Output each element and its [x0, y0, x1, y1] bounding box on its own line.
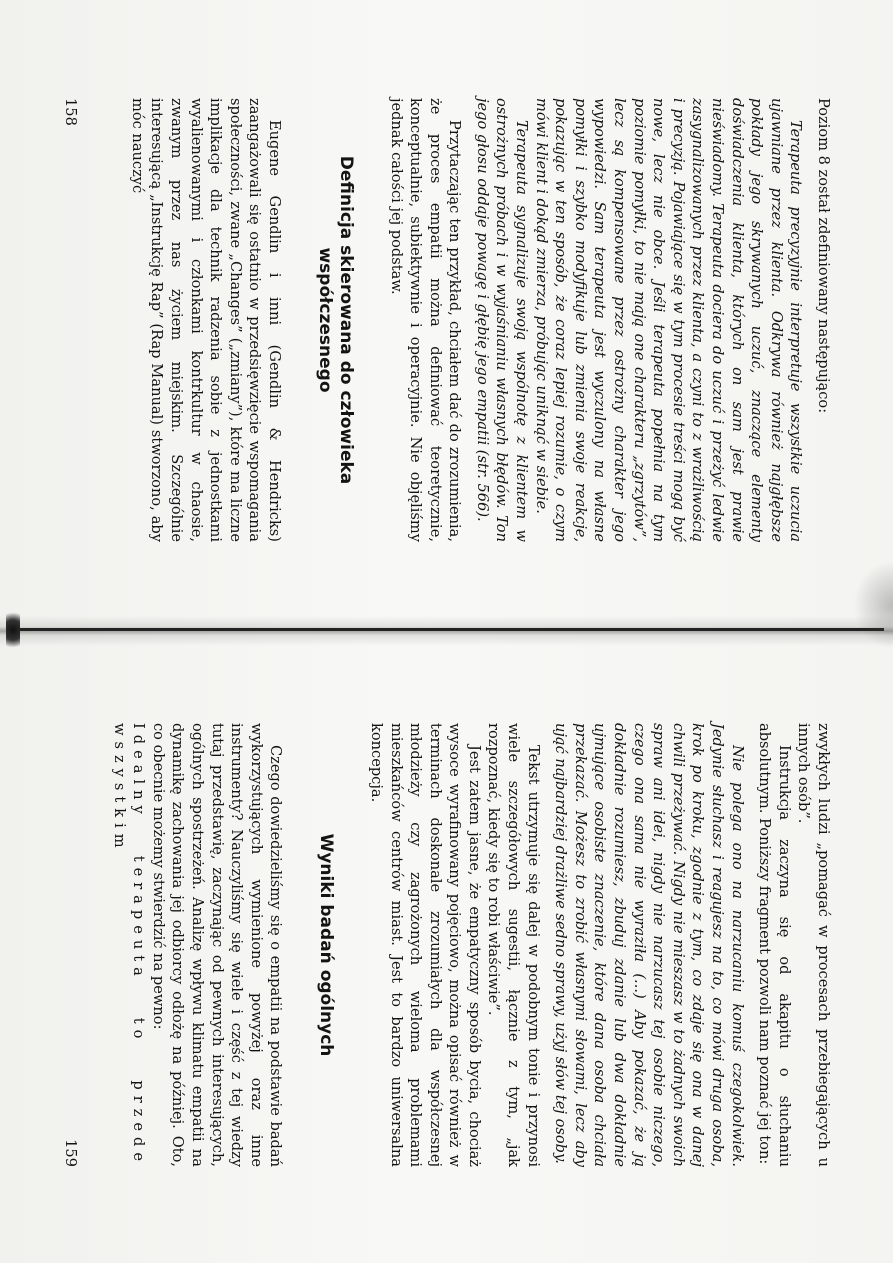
book-gutter: [0, 616, 893, 646]
page-number: 159: [61, 1139, 79, 1167]
quote-level8: Terapeuta precyzyjnie interpretuje wszystkie uczucia ujawniane przez klienta. Odkrywa również najgłębsze pokłady jego skrywanych uczuć, znaczące elementy doświadczenia klienta, których on sam jest prawie nieświadomy. Terapeuta dociera do uczuć i przeżyć ledwie zasygnalizowanych przez klienta, a czyni to z wrażliwością i precyzją. Pojawiające się w tym procesie treści mogą być nowe, lecz nie obce. Jeśli terapeuta popełnia na tym poziomie pomyłki, to nie mają one charakteru „zgrzytów”, lecz są kompensowane przez ostrożny charakter jego wypowiedzi. Sam terapeuta jest wyczulony na własne pomyłki i szybko modyfikuje lub zmienia swoje reakcje, pokazując w ten sposób, że coraz lepiej rozumie, o czym mówi klient i dokąd zmierza, próbując uniknąć w siebie.: [532, 98, 805, 542]
page-158: [0, 40, 893, 600]
section-heading: Definicja skierowana do człowieka współczesnego: [314, 155, 356, 485]
paragraph: Czego dowiedzieliśmy się o empatii na podstawie badań wykorzystujących wymienione powyżej oraz inne instrumenty? Nauczyliśmy się wiele i część z tej wiedzy tutaj przedstawię, zaczynając od pewnych interesujących, ogólnych spostrzeżeń. Analizę wpływu klimatu empatii na dynamikę zachowania jej odbiorcy odłożę na później. Oto, co obecnie możemy stwierdzić na pewno:: [149, 723, 285, 1167]
page-159: [0, 665, 893, 1225]
gutter-line: [14, 628, 884, 631]
binding-clip: [6, 606, 20, 654]
section-heading: Wyniki badań ogólnych: [316, 833, 337, 1057]
paragraph: Przytaczając ten przykład, chciałem dać do zrozumienia, że proces empatii można definiować teoretycznie, konceptualnie, subiektywnie i operacyjnie. Nie objęliśmy jednak całości jej podstaw.: [387, 98, 464, 542]
paragraph: Jest zatem jasne, że empatyczny sposób bycia, chociaż wysoce wyrafinowany pojęciowo, można opisać również w terminach doskonale zrozumiałych dla współczesnej młodzieży czy zagrożonych wieloma problemami mieszkańców centrów miast. Jest to bardzo uniwersalna koncepcja.: [367, 723, 483, 1167]
paragraph: Instrukcja zaczyna się od akapitu o słuchaniu absolutnym. Poniższy fragment pozwoli nam poznać jej ton:: [756, 723, 793, 1167]
quote-rap-manual: Nie polega ono na narzucaniu komuś czegokolwiek. Jedynie słuchasz i reagujesz na to, co mówi druga osoba, krok po kroku, zgodnie z tym, co zdaje się ona w danej chwili przeżywać. Nigdy nie mieszasz w to żadnych swoich spraw ani idei, nigdy nie narzucasz tej osobie niczego, czego ona sama nie wyraziła (...) Aby pokazać, że ją dokładnie rozumiesz, zbuduj zdanie lub dwa dokładnie ujmujące osobiste znaczenie, które dana osoba chciała przekazać. Możesz to zrobić własnymi słowami, lecz aby ująć najbardziej drażliwe sedno sprawy, użyj słów tej osoby.: [552, 723, 746, 1167]
page-number: 158: [61, 98, 79, 126]
paragraph: Eugene Gendlin i inni (Gendlin & Hendricks) zaangażowali się ostatnio w przedsięwzięcie wspomagania społeczności, zwane „Changes” („zmiany”), które ma liczne implikacje dla technik radzenia sobie z jednostkami wyalienowanymi i członkami kontrkultur w chaosie, zwanym przez nas życiem miejskim. Szczególnie interesującą „Instrukcję Rap” (Rap Manual) stworzono, aby móc nauczyć: [128, 98, 283, 542]
scan-smudge: [853, 560, 893, 650]
quote-level8-cont: Terapeuta sygnalizuje swoją wspólnotę z klientem w ostrożnych próbach i w wyjaśnianiu własnych błędów. Ton jego głosu oddaje powagę i głębię jego empatii (str. 566).: [473, 98, 531, 542]
paragraph: zwykłych ludzi „pomagać w procesach przebiegających u innych osób”.: [795, 723, 832, 1167]
paragraph: Idealny terapeuta to przede wszystkim: [110, 723, 148, 1167]
intro-text: Poziom 8 został zdefiniowany następująco:: [815, 98, 832, 414]
paragraph: Tekst utrzymuje się dalej w podobnym tonie i przynosi wiele szczegółowych sugestii, łącznie z tym, „jak rozpoznać, kiedy się to robi właściwie”.: [485, 723, 542, 1167]
